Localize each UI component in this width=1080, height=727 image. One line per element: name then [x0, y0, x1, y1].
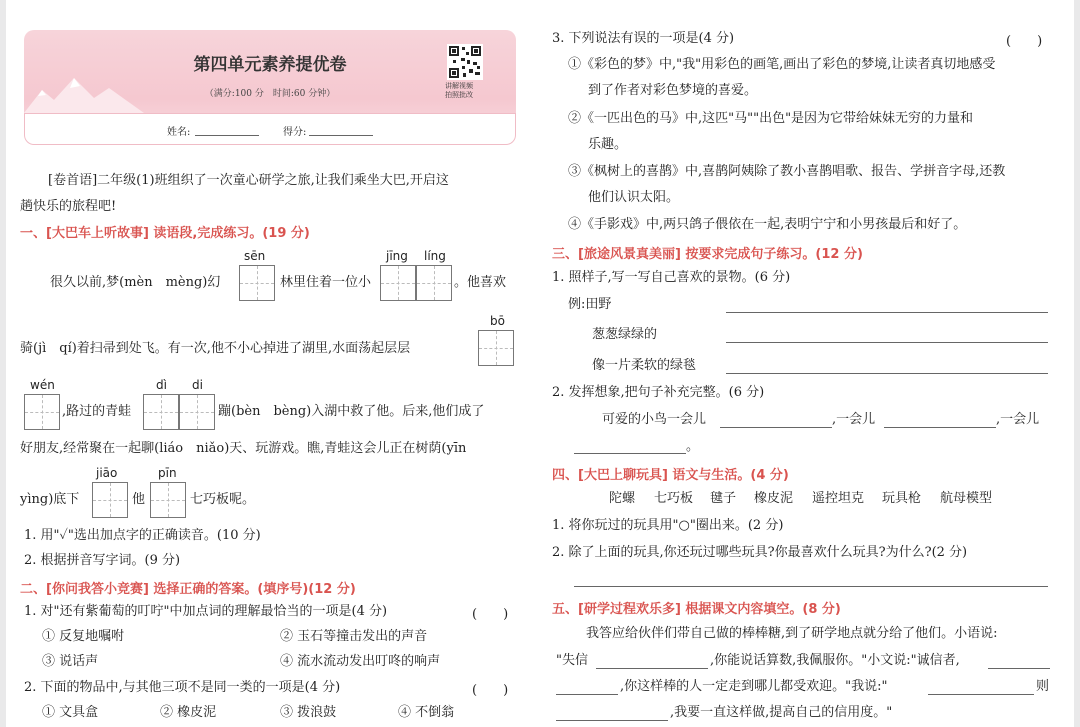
s3-answer-line-3[interactable]: [726, 373, 1048, 374]
q2-option-4[interactable]: ④ 不倒翁: [398, 705, 455, 720]
s5-line-4: ,我要一直这样做,提高自己的信用度。": [670, 705, 893, 720]
name-score-row: [24, 113, 516, 145]
section2-title: 二、[你问我答小竞赛] 选择正确的答案。(填序号)(12 分): [20, 582, 356, 597]
s3-blank-3[interactable]: [574, 453, 686, 454]
s3-question-1: 1. 照样子,写一写自己喜欢的景物。(6 分): [552, 270, 791, 285]
toy-4[interactable]: 橡皮泥: [754, 491, 794, 506]
s3-sentence-d: 。: [686, 439, 700, 454]
answer-paren-q1[interactable]: ( ): [472, 607, 509, 622]
name-label: 姓名:: [167, 127, 191, 138]
s3-example-label: 例:田野: [568, 297, 612, 312]
char-box-di-2[interactable]: [179, 394, 215, 430]
toy-5[interactable]: 遥控坦克: [812, 491, 865, 506]
s5-blank-3[interactable]: [556, 694, 618, 695]
exam-title: 第四单元素养提优卷: [193, 55, 347, 75]
passage-line-3a: ,路过的青蛙: [62, 404, 132, 419]
s1-question-1: 1. 用"✓"选出加点字的正确读音。(10 分): [24, 528, 261, 543]
q3-option-4[interactable]: ④《手影戏》中,两只鸽子偎依在一起,表明宁宁和小男孩最后和好了。: [568, 217, 967, 232]
q2-option-1[interactable]: ① 文具盒: [42, 705, 99, 720]
s1-question-2: 2. 根据拼音写字词。(9 分): [24, 553, 181, 568]
q1-option-2[interactable]: ② 玉石等撞击发出的声音: [280, 629, 428, 644]
s5-line-1: 我答应给伙伴们带自己做的棒棒糖,到了研学地点就分给了他们。小语说:: [586, 626, 998, 641]
name-field[interactable]: [195, 135, 259, 136]
s3-sentence-b: ,一会儿: [832, 412, 876, 427]
passage-line-1a: 很久以前,梦(mèn mèng)幻: [50, 275, 221, 290]
score-field[interactable]: [309, 135, 373, 136]
q3-option-1b: 到了作者对彩色梦境的喜爱。: [588, 83, 758, 98]
passage-line-5c: 七巧板呢。: [190, 492, 256, 507]
q1-option-4[interactable]: ④ 流水流动发出叮咚的响声: [280, 654, 441, 669]
section5-title: 五、[研学过程欢乐多] 根据课文内容填空。(8 分): [552, 602, 841, 617]
intro-line-2: 趟快乐的旅程吧!: [20, 199, 117, 214]
toy-1[interactable]: 陀螺: [609, 491, 636, 506]
q3-option-3a[interactable]: ③《枫树上的喜鹊》中,喜鹊阿姨除了教小喜鹊唱歌、报告、学拼音字母,还教: [568, 164, 1006, 179]
pinyin-pin: pīn: [158, 466, 177, 480]
toy-6[interactable]: 玩具枪: [882, 491, 922, 506]
toy-7[interactable]: 航母模型: [940, 491, 993, 506]
char-box-jing[interactable]: [380, 265, 416, 301]
char-box-di-1[interactable]: [143, 394, 179, 430]
pinyin-bo: bō: [490, 314, 505, 328]
s3-answer-line-1[interactable]: [726, 312, 1048, 313]
section4-title: 四、[大巴上聊玩具] 语文与生活。(4 分): [552, 468, 789, 483]
char-box-jiao[interactable]: [92, 482, 128, 518]
exam-sheet: [6, 0, 1074, 727]
s5-line-2b: ,你能说话算数,我佩服你。"小文说:"诚信者,: [710, 653, 960, 668]
char-box-bo[interactable]: [478, 330, 514, 366]
qr-caption-2: 拍照批改: [445, 91, 473, 99]
answer-paren-q3[interactable]: ( ): [1006, 34, 1043, 49]
s2-question-3: 3. 下列说法有误的一项是(4 分): [552, 31, 735, 46]
passage-line-1b: 林里住着一位小: [280, 275, 372, 290]
q3-option-1a[interactable]: ①《彩色的梦》中,"我"用彩色的画笔,画出了彩色的梦境,让读者真切地感受: [568, 57, 996, 72]
passage-line-1c: 。他喜欢: [454, 275, 507, 290]
char-box-ling[interactable]: [416, 265, 452, 301]
s3-example-2: 像一片柔软的绿毯: [592, 358, 697, 373]
s5-blank-1[interactable]: [596, 668, 708, 669]
s5-line-3a: ,你这样棒的人一定走到哪儿都受欢迎。"我说:": [620, 679, 888, 694]
s3-answer-line-2[interactable]: [726, 342, 1048, 343]
s4-question-2: 2. 除了上面的玩具,你还玩过哪些玩具?你最喜欢什么玩具?为什么?(2 分): [552, 545, 968, 560]
s4-answer-line[interactable]: [574, 586, 1048, 587]
pinyin-di-2: di: [192, 378, 203, 392]
s5-blank-2[interactable]: [988, 668, 1050, 669]
q3-option-3b: 他们认识太阳。: [588, 190, 680, 205]
s4-question-1: 1. 将你玩过的玩具用"○"圈出来。(2 分): [552, 518, 784, 533]
s5-blank-5[interactable]: [556, 720, 668, 721]
q2-option-3[interactable]: ③ 拨浪鼓: [280, 705, 337, 720]
passage-line-3b: 蹦(bèn bèng)入湖中救了他。后来,他们成了: [218, 404, 485, 419]
char-box-pin[interactable]: [150, 482, 186, 518]
q3-option-2a[interactable]: ②《一匹出色的马》中,这匹"马""出色"是因为它带给妹妹无穷的力量和: [568, 111, 974, 126]
exam-subtitle: （满分:100 分 时间:60 分钟）: [204, 89, 336, 99]
exam-header: [24, 30, 516, 145]
pinyin-di-1: dì: [156, 378, 167, 392]
s3-question-2: 2. 发挥想象,把句子补充完整。(6 分): [552, 385, 765, 400]
s2-question-1: 1. 对"还有紫葡萄的叮咛"中加点词的理解最恰当的一项是(4 分): [24, 604, 388, 619]
s3-blank-1[interactable]: [720, 427, 832, 428]
score-label: 得分:: [283, 127, 307, 138]
answer-paren-q2[interactable]: ( ): [472, 683, 509, 698]
q2-option-2[interactable]: ② 橡皮泥: [160, 705, 217, 720]
s3-example-1: 葱葱绿绿的: [592, 327, 658, 342]
pinyin-wen: wén: [30, 378, 55, 392]
pinyin-jing: jīng: [386, 249, 408, 263]
s5-line-3b: 则: [1036, 679, 1050, 694]
qr-code[interactable]: [447, 44, 483, 80]
s2-question-2: 2. 下面的物品中,与其他三项不是同一类的一项是(4 分): [24, 680, 341, 695]
passage-line-5b: 他: [132, 492, 146, 507]
section1-title: 一、[大巴车上听故事] 读语段,完成练习。(19 分): [20, 226, 310, 241]
q3-option-2b: 乐趣。: [588, 137, 628, 152]
section3-title: 三、[旅途风景真美丽] 按要求完成句子练习。(12 分): [552, 247, 863, 262]
q1-option-3[interactable]: ③ 说话声: [42, 654, 99, 669]
passage-line-5a: yìng)底下: [20, 492, 80, 507]
toy-2[interactable]: 七巧板: [654, 491, 694, 506]
s5-line-2a: "失信: [556, 653, 588, 668]
s3-sentence-a: 可爱的小鸟一会儿: [602, 412, 707, 427]
passage-line-4: 好朋友,经常聚在一起聊(liáo niǎo)天、玩游戏。瞧,青蛙这会儿正在树荫(yīn: [20, 441, 467, 456]
pinyin-ling: líng: [424, 249, 446, 263]
intro-line-1: [卷首语]二年级(1)班组织了一次童心研学之旅,让我们乘坐大巴,开启这: [48, 173, 449, 188]
qr-code-icon: [447, 44, 483, 80]
char-box-sen[interactable]: [239, 265, 275, 301]
pinyin-sen: sēn: [244, 249, 266, 263]
s3-blank-2[interactable]: [884, 427, 996, 428]
pinyin-jiao: jiāo: [96, 466, 118, 480]
s3-sentence-c: ,一会儿: [996, 412, 1040, 427]
qr-caption-1: 讲解视频: [445, 82, 473, 90]
char-box-wen[interactable]: [24, 394, 60, 430]
passage-line-2: 骑(jì qí)着扫帚到处飞。有一次,他不小心掉进了湖里,水面荡起层层: [20, 341, 411, 356]
s5-blank-4[interactable]: [928, 694, 1034, 695]
q1-option-1[interactable]: ① 反复地嘱咐: [42, 629, 125, 644]
toy-3[interactable]: 毽子: [710, 491, 737, 506]
